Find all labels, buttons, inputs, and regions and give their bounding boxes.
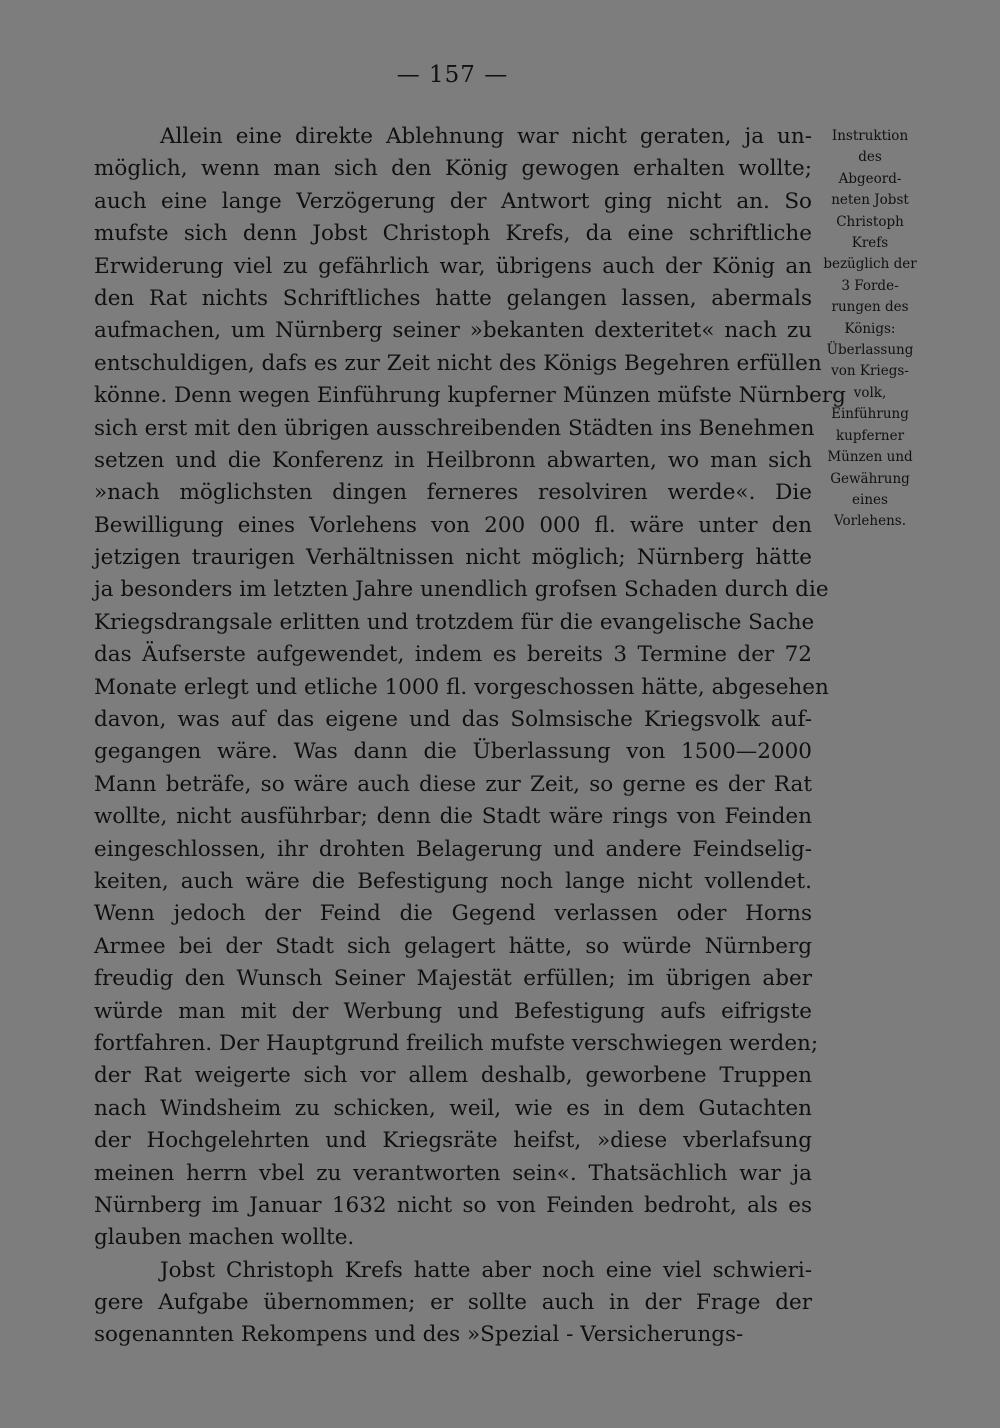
marginal-note-line: eines [852,491,888,508]
text-line: entschuldigen, dafs es zur Zeit nicht des Königs Begehren erfüllen [94,350,822,376]
text-line: könne. Denn wegen Einführung kupferner Münzen müfste Nürnberg [94,383,846,409]
text-line: »nach möglichsten dingen ferneres resolviren werde«. Die [94,480,812,506]
text-line: nach Windsheim zu schicken, weil, wie es in dem Gutachten [94,1095,812,1121]
text-line: Kriegsdrangsale erlitten und trotzdem für die evangelische Sache [94,609,815,635]
text-line: ja besonders im letzten Jahre unendlich grofsen Schaden durch die [94,577,829,603]
text-line: das Äufserste aufgewendet, indem es bereits 3 Termine der 72 [94,642,812,668]
text-line: keiten, auch wäre die Befestigung noch lange nicht vollendet. [94,868,812,894]
marginal-note-line: 3 Forde- [841,277,899,294]
marginal-note-line: Krefs [851,235,889,252]
text-line: Jobst Christoph Krefs hatte aber noch eine viel schwieri- [160,1257,812,1283]
marginal-note-line: Königs: [844,320,896,337]
text-line: Monate erlegt und etliche 1000 fl. vorgeschossen hätte, abgesehen [94,674,829,700]
marginal-note-line: bezüglich der [823,256,917,273]
text-line: gegangen wäre. Was dann die Überlassung von 1500—2000 [94,739,812,765]
marginal-note [818,126,922,533]
text-line: setzen und die Konferenz in Heilbronn abwarten, wo man sich [94,447,812,473]
text-line: Wenn jedoch der Feind die Gegend verlassen oder Horns [94,901,812,927]
marginal-note-line: rungen des [831,299,909,316]
text-line: sich erst mit den übrigen ausschreibenden Städten ins Benehmen [94,415,815,441]
text-line: Armee bei der Stadt sich gelagert hätte, so würde Nürnberg [94,933,812,959]
text-line: auch eine lange Verzögerung der Antwort ging nicht an. So [94,188,812,214]
body-text [94,121,846,1352]
text-line: der Hochgelehrten und Kriegsräte heifst, »diese vberlafsung [94,1128,812,1154]
text-line: Bewilligung eines Vorlehens von 200 000 fl. wäre unter den [94,512,812,538]
text-line: eingeschlossen, ihr drohten Belagerung und andere Feindselig- [94,836,812,862]
text-line: meinen herrn vbel zu verantworten sein«. Thatsächlich war ja [94,1160,812,1186]
text-line: fortfahren. Der Hauptgrund freilich mufste verschwiegen werden; [94,1030,819,1056]
marginal-note-line: von Kriegs- [831,363,909,380]
text-line: Erwiderung viel zu gefährlich war, übrigens auch der König an [94,253,812,279]
text-line: den Rat nichts Schriftliches hatte gelangen lassen, abermals [94,285,812,311]
text-line: Mann beträfe, so wäre auch diese zur Zeit, so gerne es der Rat [94,771,812,797]
text-line: sogenannten Rekompens und des »Spezial - Versicherungs- [94,1322,744,1348]
marginal-note-line: des [858,149,882,166]
marginal-note-line: Einführung [831,406,909,423]
text-line: mufste sich denn Jobst Christoph Krefs, da eine schriftliche [94,221,812,247]
text-line: gere Aufgabe übernommen; er sollte auch in der Frage der [94,1290,812,1316]
marginal-note-line: Christoph [836,213,904,230]
marginal-note-line: Instruktion [831,128,909,144]
marginal-note-line: Abgeord- [838,170,902,187]
marginal-note-line: kupferner [835,427,905,444]
text-line: Nürnberg im Januar 1632 nicht so von Feinden bedroht, als es [94,1192,812,1218]
text-line: wollte, nicht ausführbar; denn die Stadt wäre rings von Feinden [94,804,812,830]
text-line: der Rat weigerte sich vor allem deshalb, geworbene Truppen [94,1063,812,1089]
text-line: Allein eine direkte Ablehnung war nicht geraten, ja un- [160,124,812,149]
text-line: jetzigen traurigen Verhältnissen nicht möglich; Nürnberg hätte [94,545,812,571]
text-line: davon, was auf das eigene und das Solmsische Kriegsvolk auf- [94,707,812,733]
text-line: glauben machen wollte. [94,1225,355,1251]
text-line: möglich, wenn man sich den König gewogen erhalten wollte; [94,156,812,182]
text-line: freudig den Wunsch Seiner Majestät erfüllen; im übrigen aber [94,966,812,992]
marginal-note-line: Münzen und [827,449,913,466]
text-line: aufmachen, um Nürnberg seiner »bekanten dexteritet« nach zu [94,318,812,344]
page-number: — 157 — [396,62,509,88]
marginal-note-line: Vorlehens. [834,513,906,530]
marginal-note-line: Überlassung [826,342,914,359]
marginal-note-line: neten Jobst [831,192,909,209]
marginal-note-line: Gewährung [830,470,910,487]
marginal-note-line: volk, [853,384,887,401]
text-line: würde man mit der Werbung und Befestigung aufs eifrigste [94,998,812,1024]
